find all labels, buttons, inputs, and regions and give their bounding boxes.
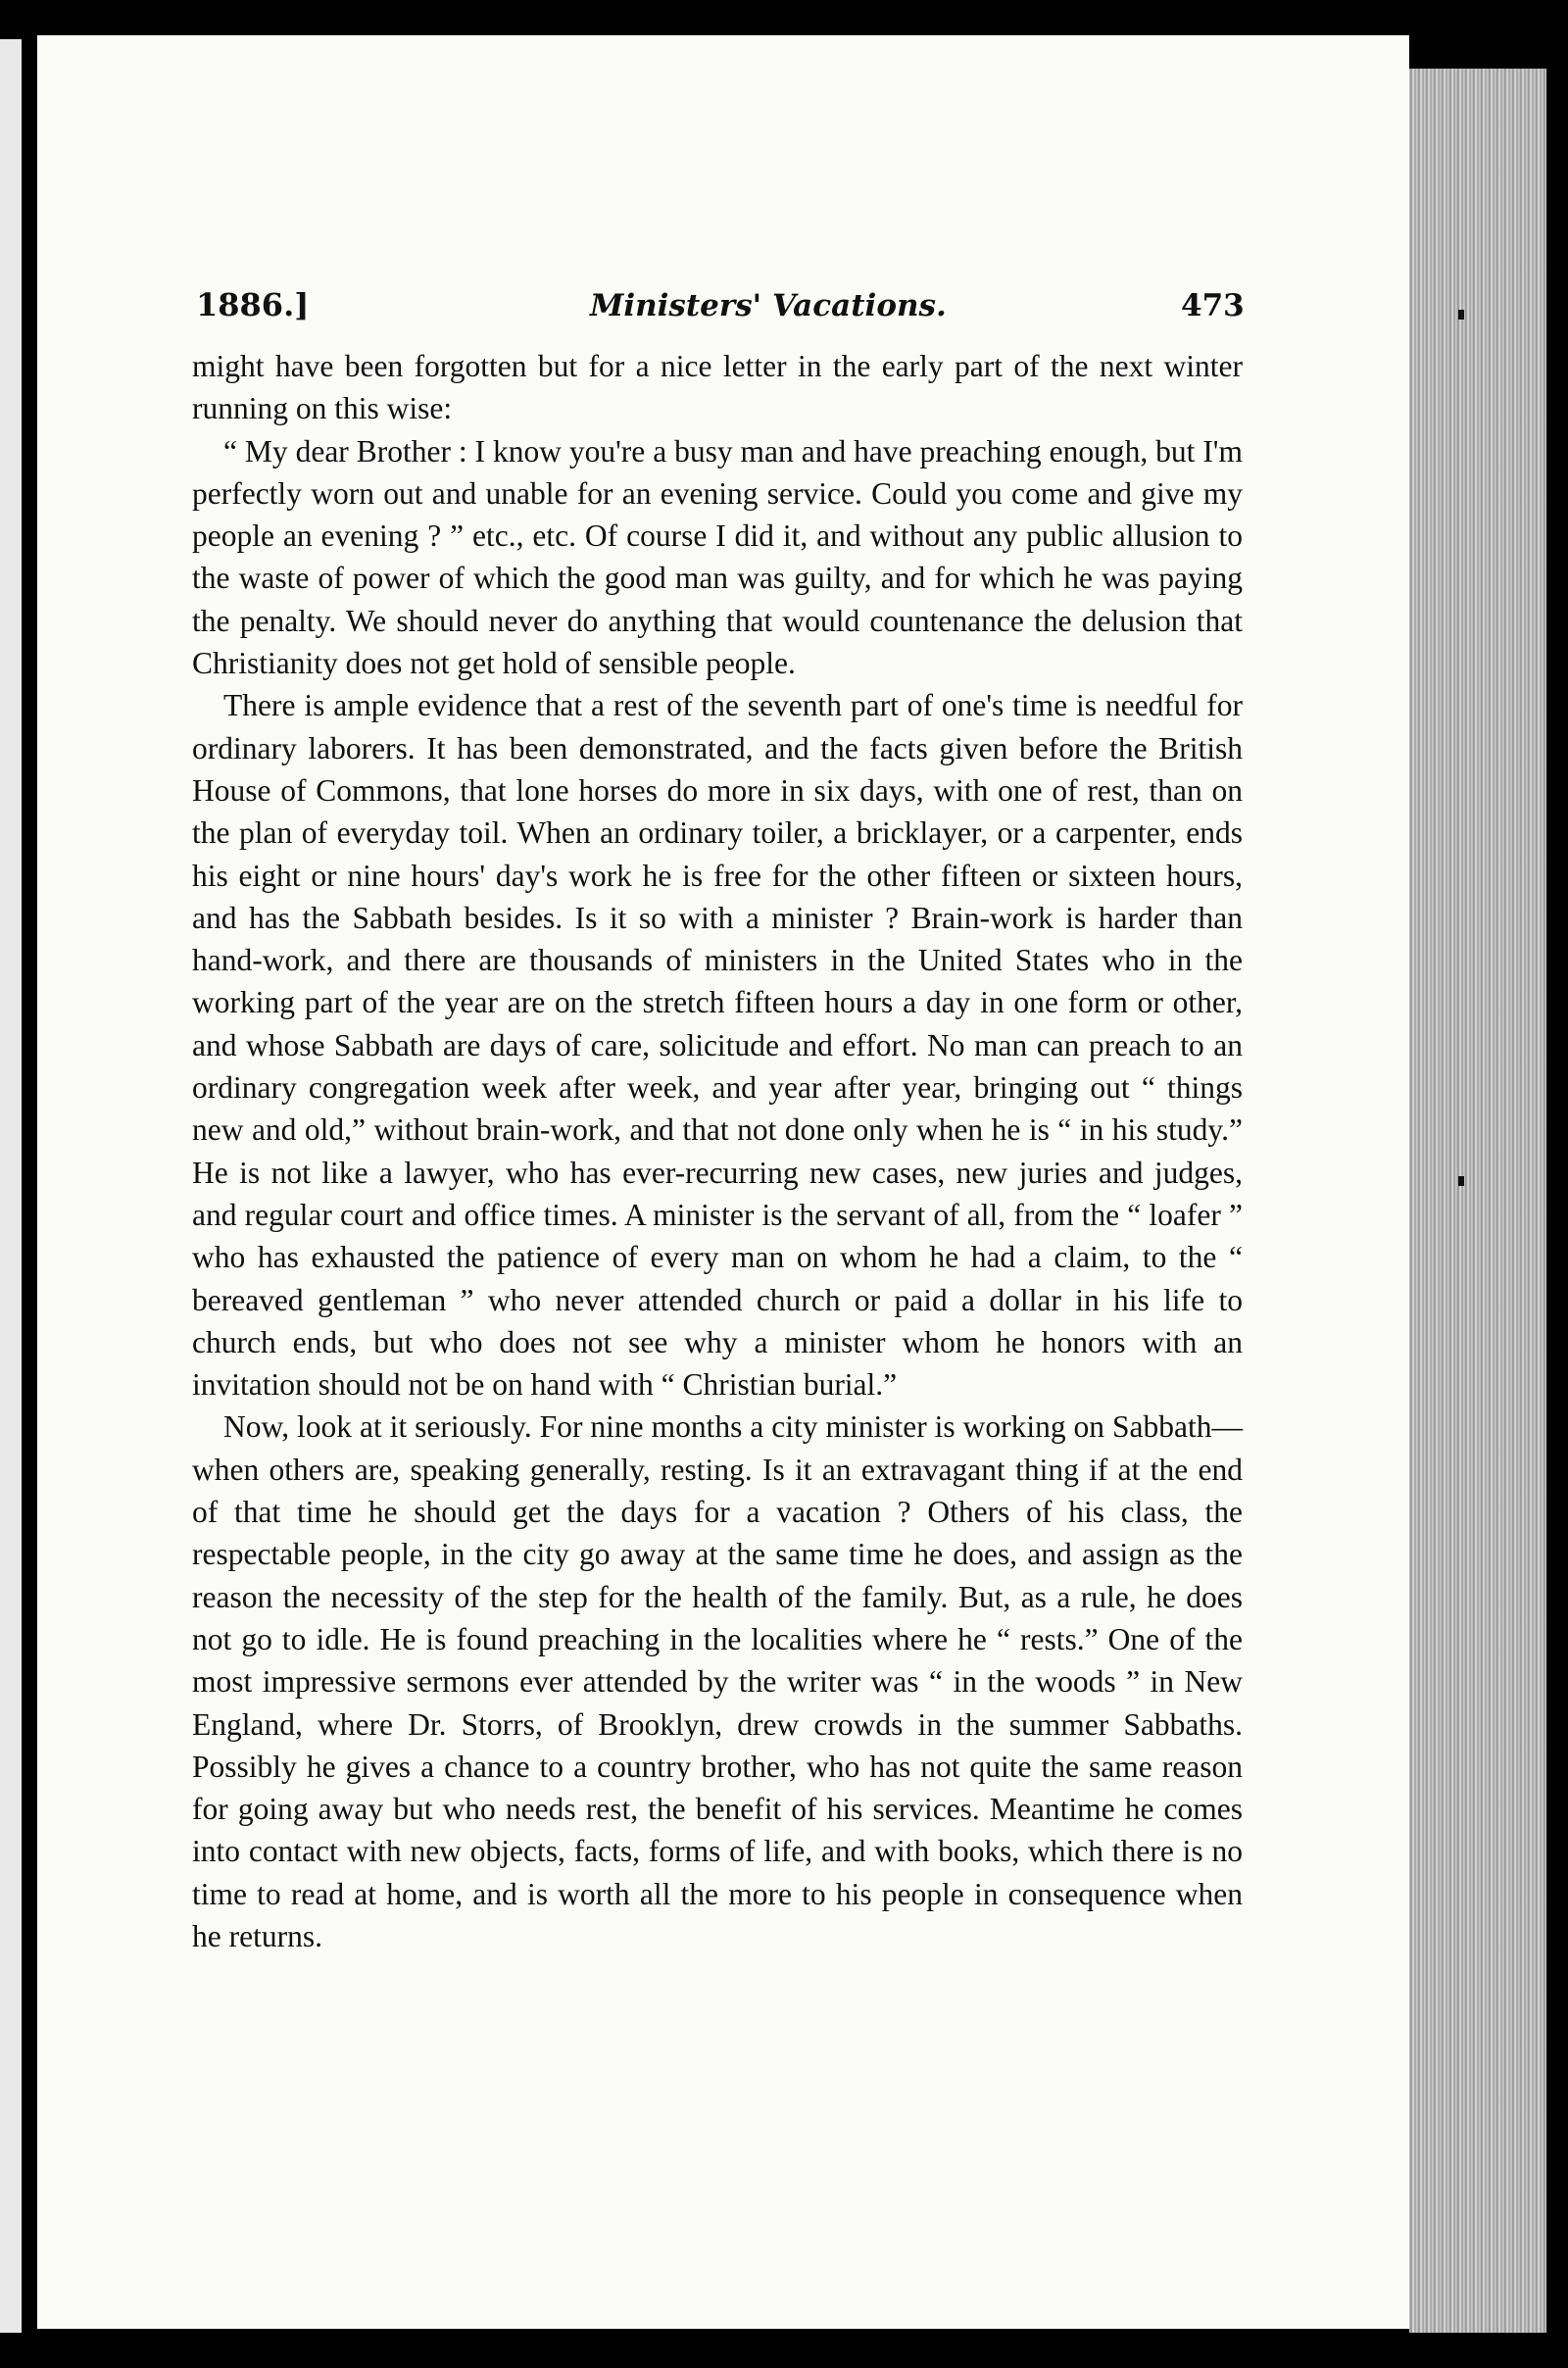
book-page-edges [1409,69,1546,2333]
paragraph: might have been forgotten but for a nice letter in the early part of the next winter running on this wise: [192,349,1243,426]
running-title: Ministers' Vacations. [590,288,947,323]
running-header [196,286,1274,325]
paragraph: “ My dear Brother : I know you're a busy man and have preaching enough, but I'm perfectly worn out and unable for an evening service. Could you come and give my people an evening ? ” etc., etc. Of course I did it, and without any public allusion to the waste of power of which the good man was guilty, and for which he was paying the penalty. We should never do anything that would countenance the delusion that Christianity does not get hold of sensible people. [192,433,1243,681]
paragraph: Now, look at it seriously. For nine months a city minister is working on Sabbath—when others are, speaking generally, resting. Is it an extravagant thing if at the end of that time he should get the days for a vacation ? Others of his class, the respectable people, in the city go away at the same time he does, and assign as the reason the necessity of the step for the health of the family. But, as a rule, he does not go to idle. He is found preaching in the localities where he “ rests.” One of the most impressive sermons ever attended by the writer was “ in the woods ” in New England, where Dr. Storrs, of Brooklyn, drew crowds in the summer Sabbaths. Possibly he gives a chance to a country brother, who has not quite the same reason for going away but who needs rest, the benefit of his services. Meantime he comes into contact with new objects, facts, forms of life, and with books, which there is no time to read at home, and is worth all the more to his people in consequence when he returns. [192,1409,1243,1953]
edge-mark [1458,310,1464,320]
facing-page-edge [0,39,22,2333]
edge-mark [1458,1176,1464,1186]
paragraph: There is ample evidence that a rest of the seventh part of one's time is needful for ordinary laborers. It has been demonstrated, and the facts given before the British House of Commons, that lone horses do more in six days, with one of rest, than on the plan of everyday toil. When an ordinary toiler, a bricklayer, or a carpenter, ends his eight or nine hours' day's work he is free for the other fifteen or sixteen hours, and has the Sabbath besides. Is it so with a minister ? Brain-work is harder than hand-work, and there are thousands of ministers in the United States who in the working part of the year are on the stretch fifteen hours a day in one form or other, and whose Sabbath are days of care, solicitude and effort. No man can preach to an ordinary congregation week after week, and year after year, bringing out “ things new and old,” without brain-work, and that not done only when he is “ in his study.” He is not like a lawyer, who has ever-recurring new cases, new juries and judges, and regular court and office times. A minister is the servant of all, from the “ loafer ” who has exhausted the patience of every man on whom he had a claim, to the “ bereaved gentleman ” who never attended church or paid a dollar in his life to church ends, but who does not see why a minister whom he honors with an invitation should not be on hand with “ Christian burial.” [192,688,1243,1403]
header-year: 1886.] [196,286,310,323]
page-body [192,345,1243,1957]
page-number: 473 [1181,288,1245,323]
